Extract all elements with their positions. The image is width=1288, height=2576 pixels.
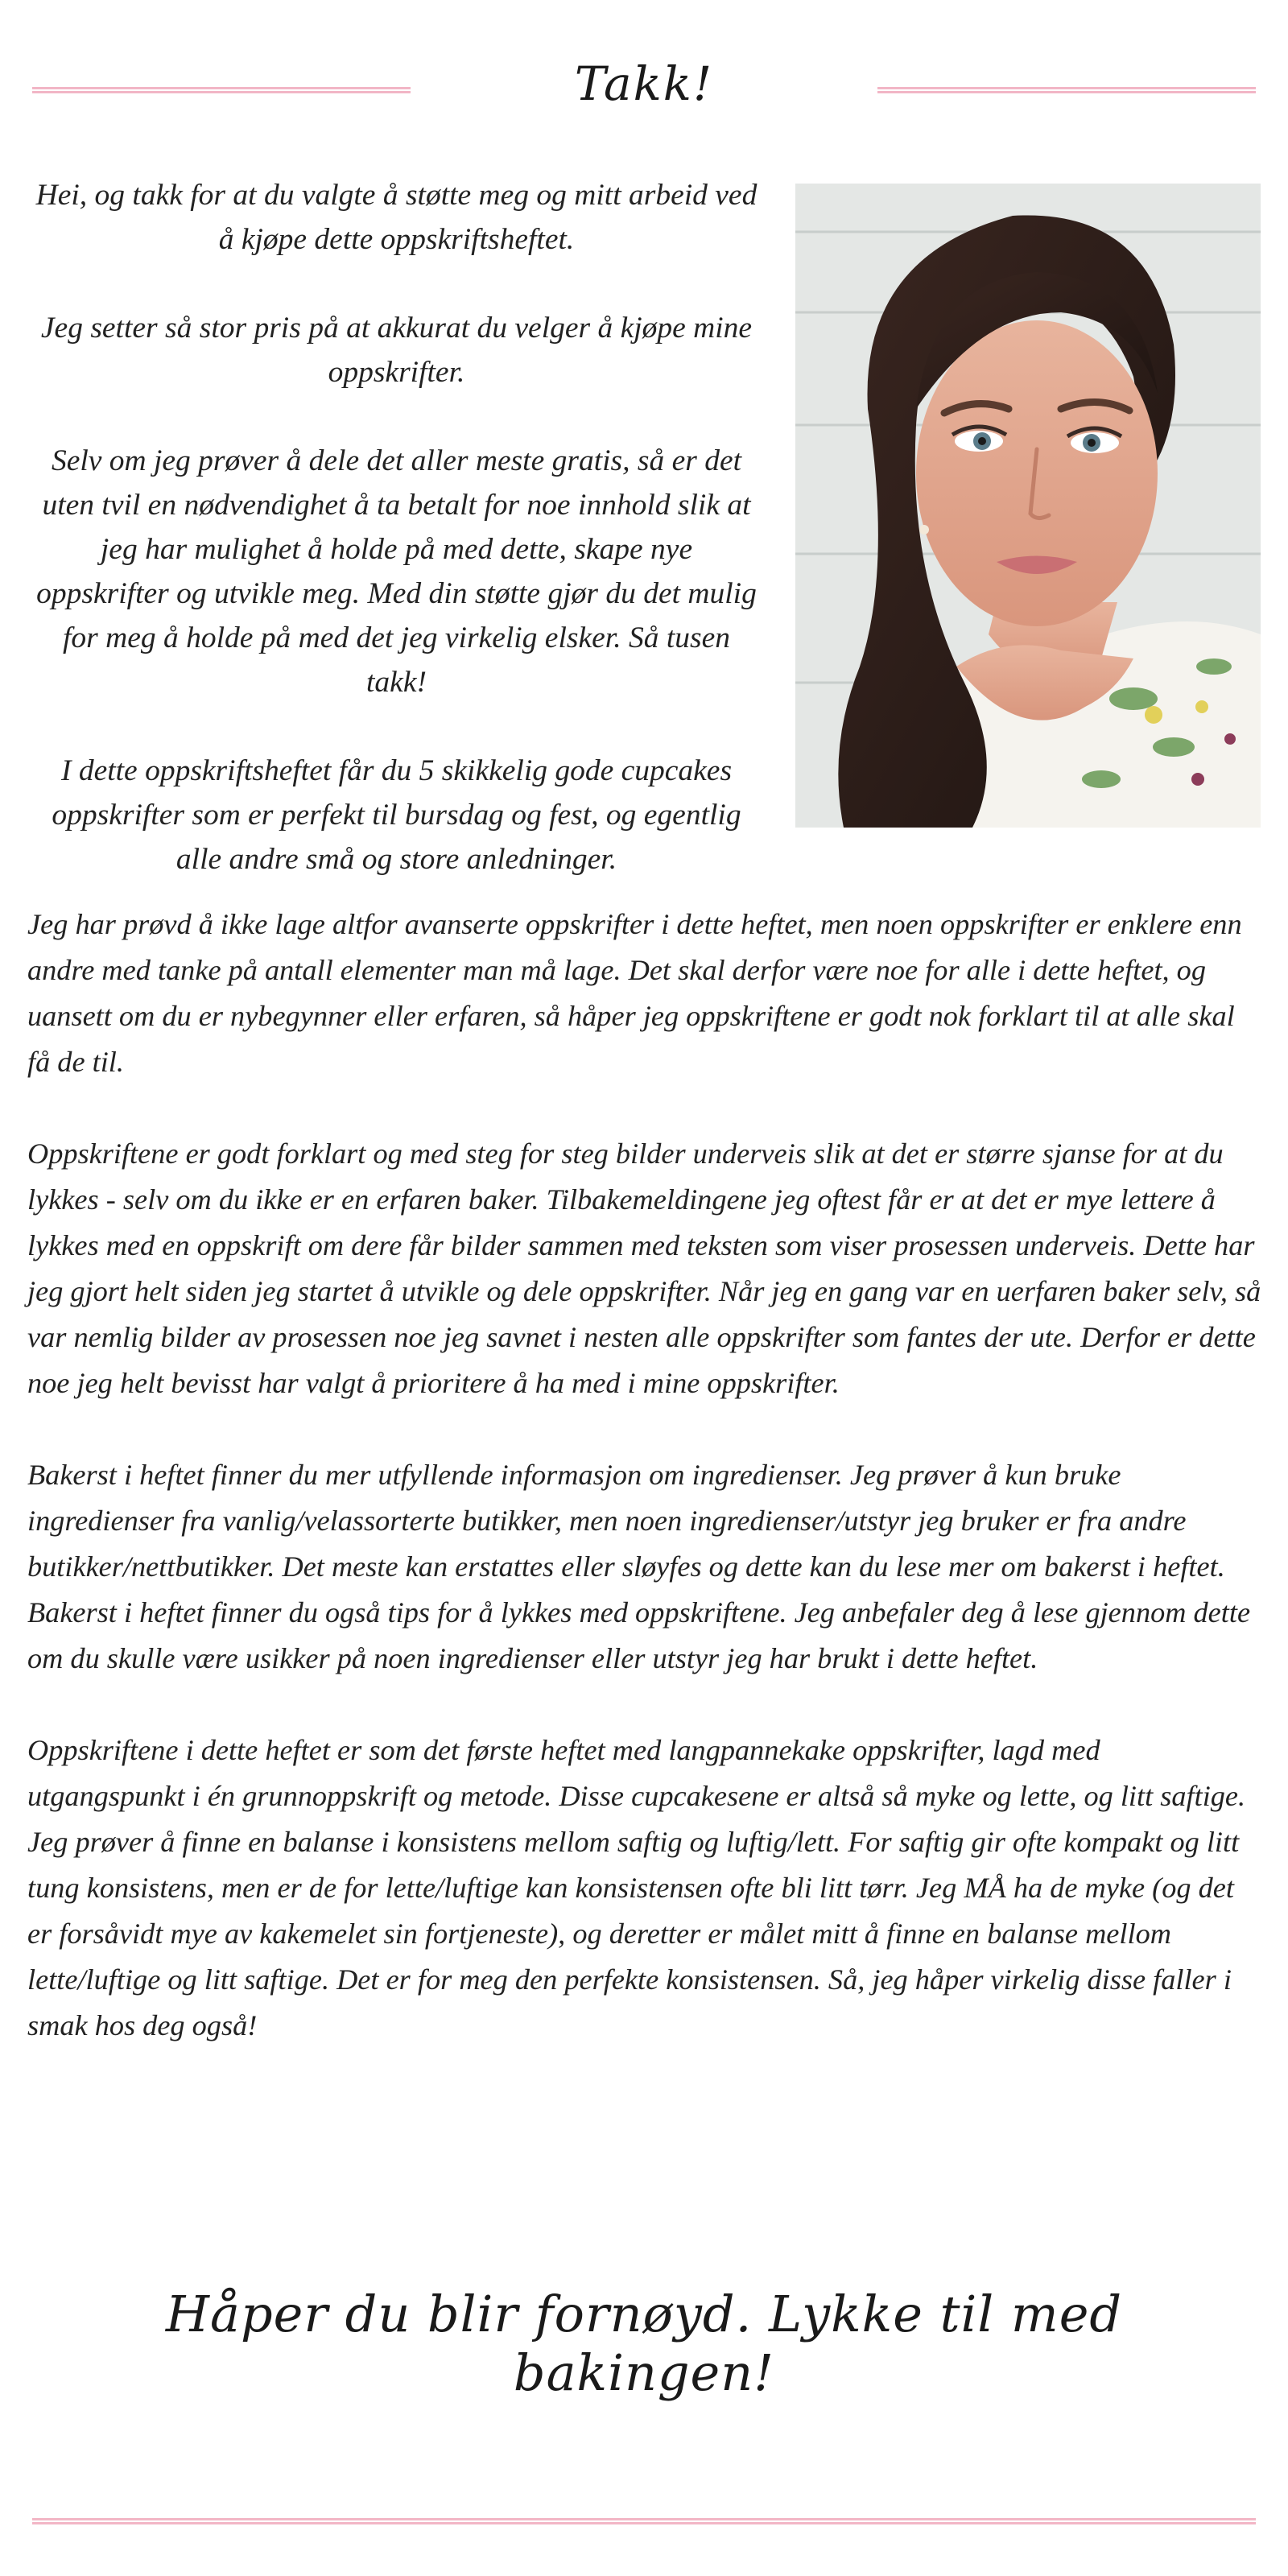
portrait-illustration [795, 184, 1261, 828]
header-divider-left [32, 87, 411, 93]
body-section [27, 902, 1264, 2049]
body-paragraph: Jeg har prøvd å ikke lage altfor avanserte oppskrifter i dette heftet, men noen oppskrifter er enklere enn andre med tanke på antall elementer man må lage. Det skal derfor være noe for alle i dette heftet, og uansett om du er nybegynner eller erfaren, så håper jeg oppskriftene er godt nok forklart til at alle skal få de til. [27, 908, 1242, 1078]
page-title: Takk! [574, 56, 714, 111]
footer-divider [32, 2518, 1256, 2524]
closing-message: Håper du blir fornøyd. Lykke til med bakingen! [165, 2285, 1123, 2402]
intro-paragraph: Jeg setter så stor pris på at akkurat du velger å kjøpe mine oppskrifter. [40, 312, 753, 389]
body-paragraph: Oppskriftene i dette heftet er som det første heftet med langpannekake oppskrifter, lagd med utgangspunkt i én grunnoppskrift og metode. Disse cupcakesene er altså så myke og lette, og litt saftige. Jeg prøver å finne en balanse i konsistens mellom saftig og luftig/lett. For saftig gir ofte kompakt og litt tung konsistens, men er de for lette/luftige kan konsistensen ofte bli litt tørr. Jeg MÅ ha de myke (og det er forsåvidt mye av kakemelet sin fortjeneste), og deretter er målet mitt å finne en balanse mellom lette/luftige og litt saftige. Det er for meg den perfekte konsistensen. Så, jeg håper virkelig disse faller i smak hos deg også! [27, 1734, 1246, 2041]
author-portrait-photo [795, 184, 1261, 828]
intro-paragraph: Selv om jeg prøver å dele det aller meste gratis, så er det uten tvil en nødvendighet å ta betalt for noe innhold slik at jeg har mulighet å holde på med dette, skape nye oppskrifter og utvikle meg. Med din støtte gjør du det mulig for meg å holde på med det jeg virkelig elsker. Så tusen takk! [36, 444, 757, 699]
body-paragraph: Bakerst i heftet finner du mer utfyllende informasjon om ingredienser. Jeg prøver å kun bruke ingredienser fra vanlig/velassorterte butikker, men noen ingredienser/utstyr jeg bruker er fra andre butikker/nettbutikker. Det meste kan erstattes eller sløyfes og dette kan du lese mer om bakerst i heftet. Bakerst i heftet finner du også tips for å lykkes med oppskriftene. Jeg anbefaler deg å lese gjennom dette om du skulle være usikker på noen ingredienser eller utstyr jeg har brukt i dette heftet. [27, 1459, 1251, 1674]
body-paragraph: Oppskriftene er godt forklart og med steg for steg bilder underveis slik at det er større sjanse for at du lykkes - selv om du ikke er en erfaren baker. Tilbakemeldingene jeg oftest får er at det er mye lettere å lykkes med en oppskrift om dere får bilder sammen med teksten som viser prosessen underveis. Dette har jeg gjort helt siden jeg startet å utvikle og dele oppskrifter. Når jeg en gang var en uerfaren baker selv, så var nemlig bilder av prosessen noe jeg savnet i nesten alle oppskrifter som fantes der ute. Derfor er dette noe jeg helt bevisst har valgt å prioritere å ha med i mine oppskrifter. [27, 1137, 1261, 1399]
intro-paragraph: Hei, og takk for at du valgte å støtte meg og mitt arbeid ved å kjøpe dette oppskriftsheftet. [35, 179, 758, 256]
header-divider-right [877, 87, 1256, 93]
intro-paragraph: I dette oppskriftsheftet får du 5 skikkelig gode cupcakes oppskrifter som er perfekt til bursdag og fest, og egentlig alle andre små og store anledninger. [52, 754, 741, 876]
intro-section [32, 173, 761, 881]
